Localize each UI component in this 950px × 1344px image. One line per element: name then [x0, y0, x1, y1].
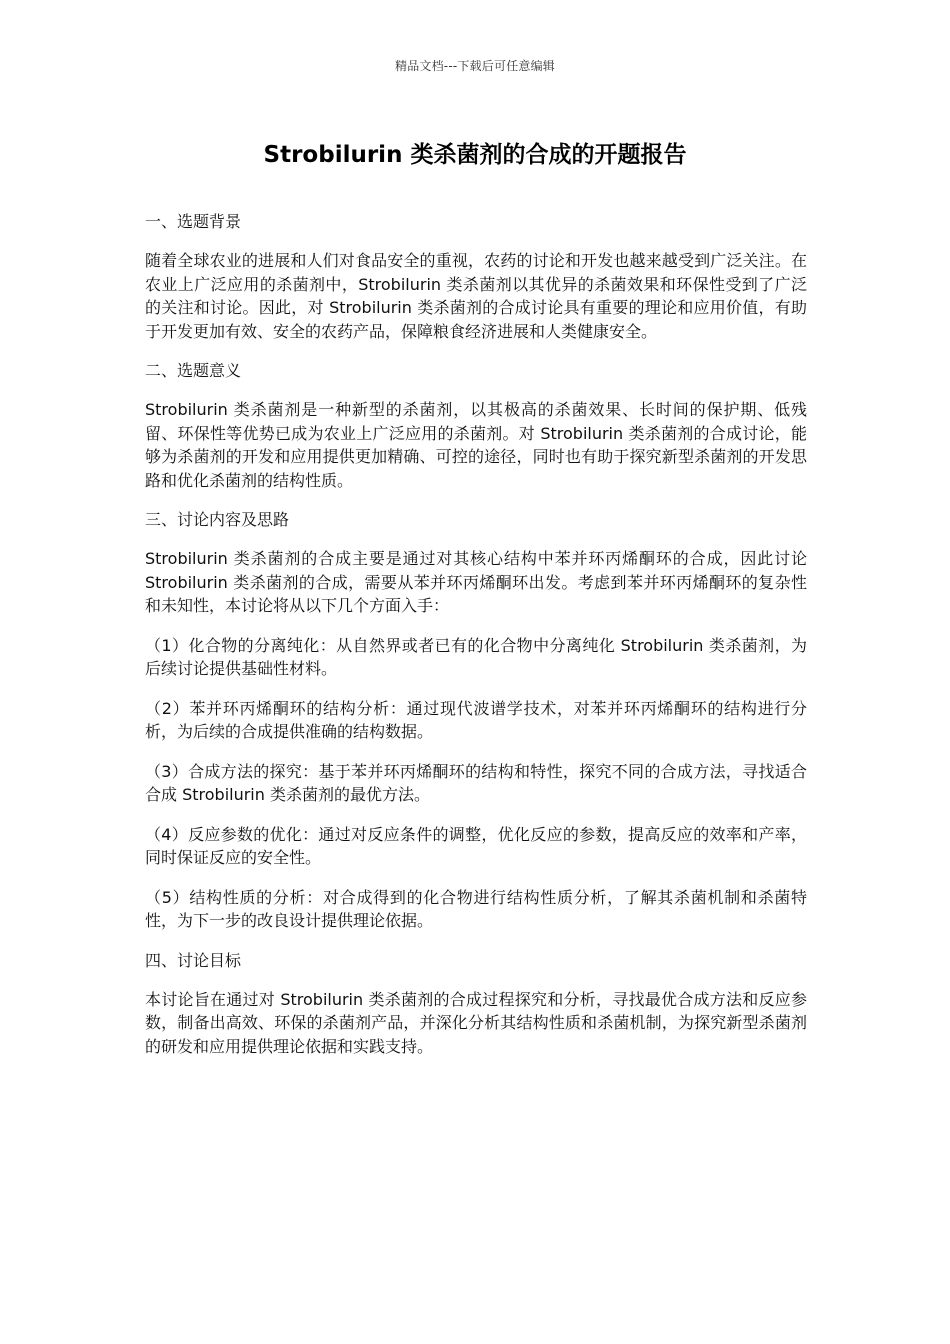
document-title: Strobilurin 类杀菌剂的合成的开题报告 [263, 142, 687, 168]
section-heading: 一、选题背景 [145, 212, 242, 231]
list-item: （2）苯并环丙烯酮环的结构分析：通过现代波谱学技术，对苯并环丙烯酮环的结构进行分析，为后续的合成提供准确的结构数据。 [145, 698, 807, 741]
section-heading: 二、选题意义 [145, 361, 242, 380]
section-content-approach [145, 508, 807, 933]
section-significance [145, 359, 807, 492]
section-heading: 三、讨论内容及思路 [145, 510, 290, 529]
list-item: （3）合成方法的探究：基于苯并环丙烯酮环的结构和特性，探究不同的合成方法，寻找适合合成 Strobilurin 类杀菌剂的最优方法。 [145, 761, 807, 804]
section-paragraph: 随着全球农业的进展和人们对食品安全的重视，农药的讨论和开发也越来越受到广泛关注。在农业上广泛应用的杀菌剂中，Strobilurin 类杀菌剂以其优异的杀菌效果和环保性受到了广泛的关注和讨论。因此，对 Strobilurin 类杀菌剂的合成讨论具有重要的理论和应用价值，有助于开发更加有效、安全的农药产品，保障粮食经济进展和人类健康安全。 [145, 251, 807, 341]
list-item: （5）结构性质的分析：对合成得到的化合物进行结构性质分析，了解其杀菌机制和杀菌特性，为下一步的改良设计提供理论依据。 [145, 887, 807, 930]
section-objectives [145, 949, 807, 1059]
document-body [145, 210, 807, 1074]
section-heading: 四、讨论目标 [145, 950, 242, 970]
list-item: （4）反应参数的优化：通过对反应条件的调整，优化反应的参数，提高反应的效率和产率，同时保证反应的安全性。 [145, 824, 807, 867]
page-header-note: 精品文档---下载后可任意编辑 [395, 59, 555, 73]
list-item: （1）化合物的分离纯化：从自然界或者已有的化合物中分离纯化 Strobilurin 类杀菌剂，为后续讨论提供基础性材料。 [145, 635, 807, 678]
section-paragraph: 本讨论旨在通过对 Strobilurin 类杀菌剂的合成过程探究和分析，寻找最优合成方法和反应参数，制备出高效、环保的杀菌剂产品，并深化分析其结构性质和杀菌机制，为探究新型杀菌剂的研发和应用提供理论依据和实践支持。 [145, 989, 807, 1056]
section-paragraph: Strobilurin 类杀菌剂是一种新型的杀菌剂，以其极高的杀菌效果、长时间的保护期、低残留、环保性等优势已成为农业上广泛应用的杀菌剂。对 Strobilurin 类杀菌剂的合成讨论，能够为杀菌剂的开发和应用提供更加精确、可控的途径，同时也有助于探究新型杀菌剂的开发思路和优化杀菌剂的结构性质。 [145, 400, 807, 490]
section-paragraph: Strobilurin 类杀菌剂的合成主要是通过对其核心结构中苯并环丙烯酮环的合成，因此讨论 Strobilurin 类杀菌剂的合成，需要从苯并环丙烯酮环出发。考虑到苯并环丙烯酮环的复杂性和未知性，本讨论将从以下几个方面入手： [145, 549, 807, 615]
section-background [145, 210, 807, 343]
